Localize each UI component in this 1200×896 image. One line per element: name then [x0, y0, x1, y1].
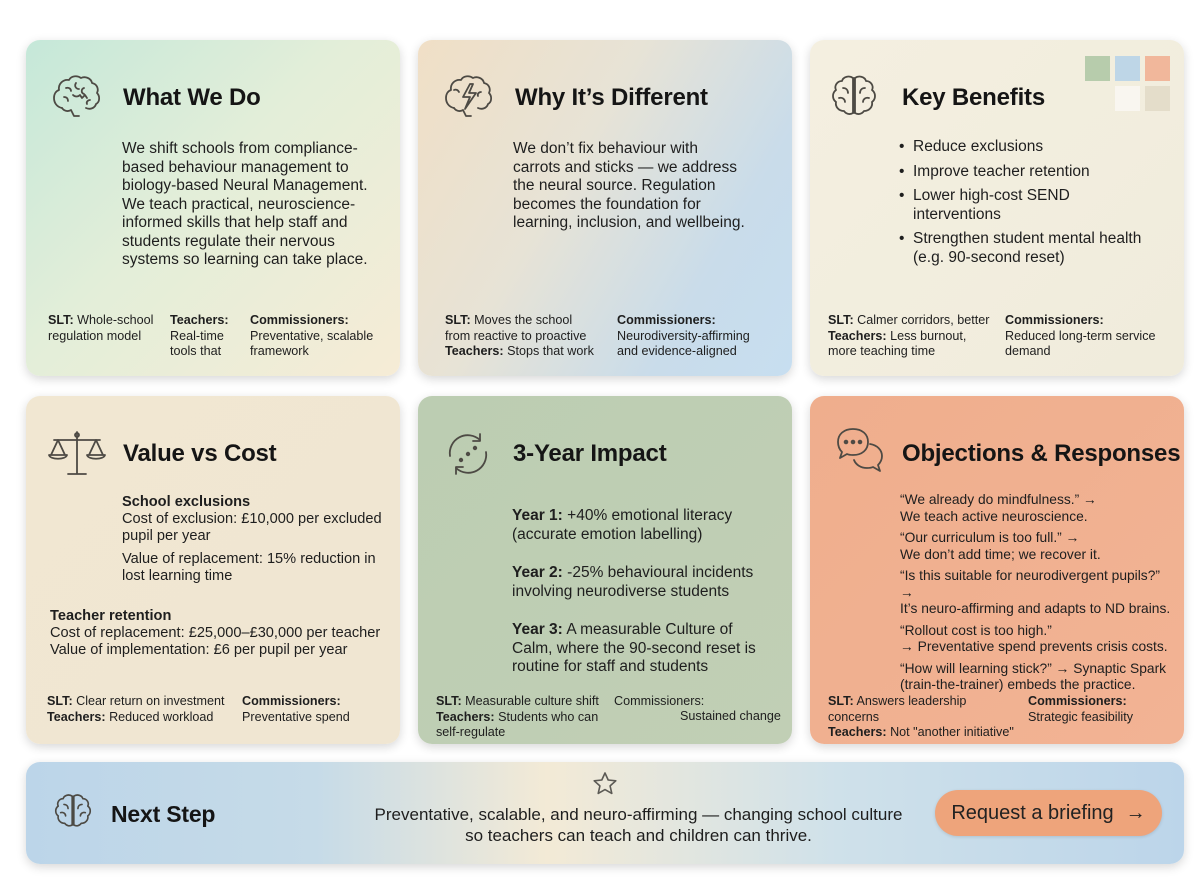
color-swatch — [1085, 56, 1110, 81]
slt-teachers-note: SLT: Clear return on investment Teachers: Reduced workload — [47, 694, 225, 724]
commissioners-label: Commissioners: — [614, 694, 705, 708]
exclusions-block — [122, 494, 384, 585]
teachers-note: Teachers: Real-time tools that — [170, 313, 229, 358]
objections-list — [900, 492, 1176, 699]
impact-list — [512, 507, 774, 677]
card-objections — [810, 396, 1184, 744]
button-label: Request a briefing — [951, 801, 1114, 824]
slt-teachers-note: SLT: Answers leadership concerns Teachers: Not "another initiative" — [828, 694, 1014, 739]
next-step-banner — [26, 762, 1184, 864]
year-2-item: Year 2: -25% behavioural incidents involving neurodiverse students — [512, 564, 754, 600]
message-line: so teachers can teach and children can thrive. — [465, 826, 812, 845]
commissioners-note: Commissioners: Neurodiversity-affirming and evidence-aligned — [617, 313, 750, 358]
value-line: Value of implementation: £6 per pupil per year — [50, 642, 348, 658]
cycle-icon — [440, 426, 496, 482]
slt-teachers-note: SLT: Calmer corridors, better Teachers: Less burnout, more teaching time — [828, 313, 990, 358]
commissioners-note: Commissioners: Reduced long-term service demand — [1005, 313, 1156, 358]
card-title: 3-Year Impact — [513, 440, 667, 467]
list-item: • Strengthen student mental health (e.g. 90-second reset) — [899, 230, 1161, 267]
cost-line: Cost of exclusion: £10,000 per excluded pupil per year — [122, 511, 382, 544]
message-line: Preventative, scalable, and neuro-affirming — changing school culture — [374, 805, 903, 824]
list-item: “Rollout cost is too high.” → Preventative spend prevents crisis costs. — [900, 622, 1168, 654]
color-swatch — [1145, 56, 1170, 81]
slt-note: SLT: Whole-school regulation model — [48, 313, 154, 343]
card-title: Key Benefits — [902, 84, 1045, 111]
retention-block — [50, 608, 390, 659]
card-title: Objections & Responses — [902, 440, 1181, 467]
commissioners-note: Sustained change — [680, 709, 781, 723]
color-swatch — [1115, 56, 1140, 81]
list-item: “We already do mindfulness.” → We teach active neuroscience. — [900, 492, 1097, 524]
section-heading: School exclusions — [122, 494, 251, 510]
list-item: • Improve teacher retention — [899, 163, 1161, 182]
star-icon — [592, 771, 618, 797]
benefits-list — [899, 138, 1161, 273]
next-step-message — [356, 804, 921, 846]
value-line: Value of replacement: 15% reduction in lost learning time — [122, 551, 376, 584]
card-value-vs-cost — [26, 396, 400, 744]
brain-icon — [48, 70, 104, 126]
brain-lightning-icon — [440, 70, 496, 126]
year-3-item: Year 3: A measurable Culture of Calm, where the 90-second reset is routine for staff and students — [512, 621, 756, 675]
card-title: What We Do — [123, 84, 261, 111]
card-body: We shift schools from compliance-based behaviour management to biology-based Neural Management. We teach practical, neuroscience-informed skills that help staff and students regulate their nervous systems so learning can take place. — [122, 140, 368, 268]
commissioners-note: Commissioners: Preventative, scalable framework — [250, 313, 374, 358]
list-item: “Is this suitable for neurodivergent pupils?” → It’s neuro-affirming and adapts to ND brains. — [900, 568, 1171, 616]
list-item: • Lower high-cost SEND interventions — [899, 187, 1161, 224]
card-title: Why It’s Different — [515, 84, 708, 111]
card-what-we-do — [26, 40, 400, 376]
card-body: We don’t fix behaviour with carrots and sticks — we address the neural source. Regulation becomes the foundation for learning, inclusion, and wellbeing. — [513, 140, 745, 231]
card-title: Value vs Cost — [123, 440, 277, 467]
commissioners-note: Commissioners: Preventative spend — [242, 694, 350, 724]
arrow-right-icon: → — [1125, 801, 1146, 824]
brain-icon — [50, 788, 96, 834]
card-why-different — [418, 40, 792, 376]
color-swatch — [1145, 86, 1170, 111]
speech-bubbles-icon — [832, 424, 888, 480]
cost-line: Cost of replacement: £25,000–£30,000 per teacher — [50, 625, 381, 641]
list-item: • Reduce exclusions — [899, 138, 1161, 157]
list-item: “Our curriculum is too full.” → We don’t add time; we recover it. — [900, 530, 1101, 562]
card-three-year-impact — [418, 396, 792, 744]
scales-icon — [46, 426, 108, 482]
request-briefing-button[interactable] — [935, 790, 1162, 836]
section-heading: Teacher retention — [50, 608, 172, 624]
color-swatch — [1115, 86, 1140, 111]
slt-teachers-note: SLT: Measurable culture shift Teachers: Students who can self-regulate — [436, 694, 599, 739]
year-1-item: Year 1: +40% emotional literacy (accurate emotion labelling) — [512, 507, 733, 543]
commissioners-note: Commissioners: Strategic feasibility — [1028, 694, 1133, 724]
next-step-title: Next Step — [111, 801, 216, 827]
slt-teachers-note: SLT: Moves the school from reactive to proactive Teachers: Stops that work — [445, 313, 594, 358]
list-item: “How will learning stick?” → Synaptic Spark (train-the-trainer) embeds the practice. — [900, 660, 1167, 692]
brain-icon — [826, 68, 882, 124]
card-key-benefits — [810, 40, 1184, 376]
